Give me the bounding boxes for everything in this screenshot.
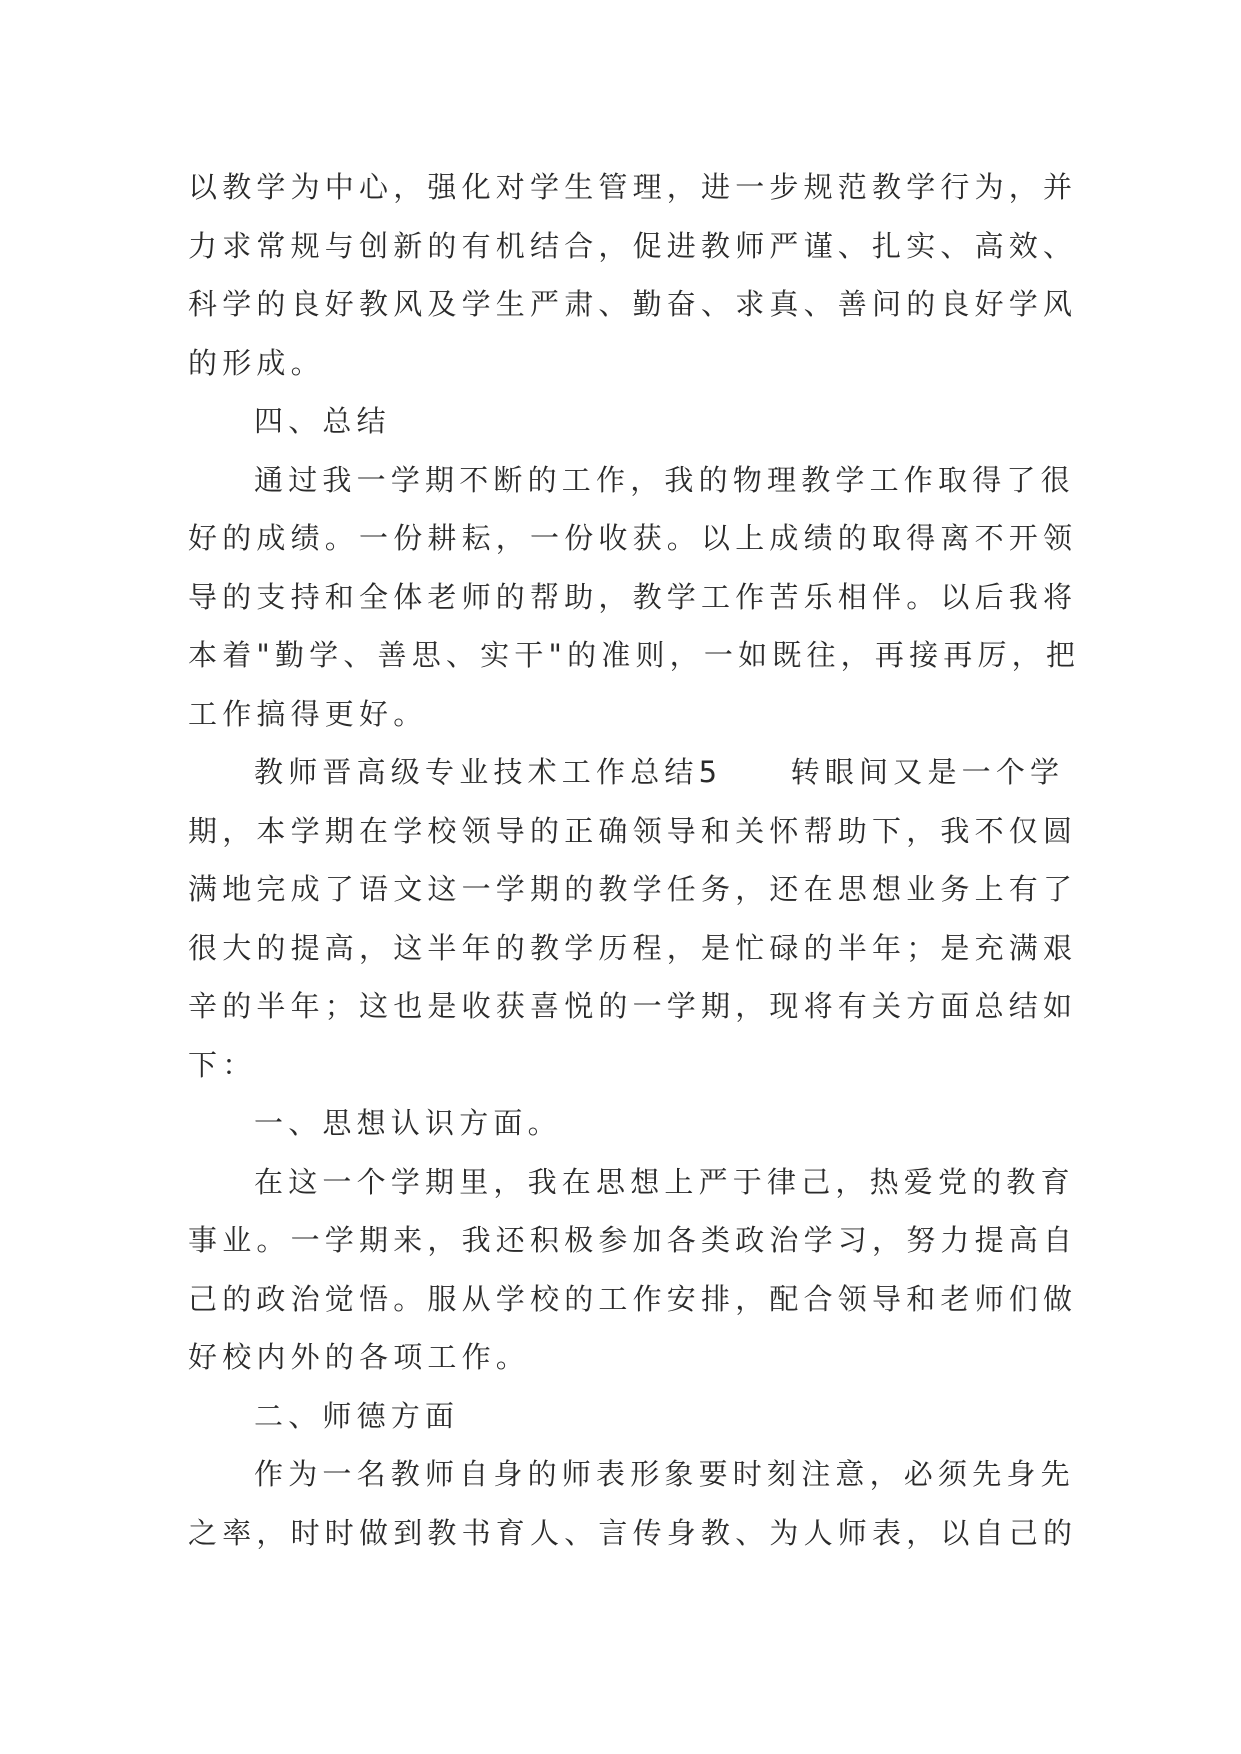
section-heading: 四、总结: [254, 404, 391, 438]
text-line: 通过我一学期不断的工作，我的物理教学工作取得了很: [254, 462, 1075, 497]
text-line: 下：: [188, 1047, 257, 1082]
document-title-line: 教师晋高级专业技术工作总结5 转眼间又是一个学: [254, 755, 1065, 789]
text-line: 力求常规与创新的有机结合，促进教师严谨、扎实、高效、: [188, 228, 1078, 263]
text-line: 己的政治觉悟。服从学校的工作安排，配合领导和老师们做: [188, 1281, 1078, 1316]
text-line: 在这一个学期里，我在思想上严于律己，热爱党的教育: [254, 1164, 1075, 1199]
text-line: 期，本学期在学校领导的正确领导和关怀帮助下，我不仅圆: [188, 813, 1078, 848]
text-line: 工作搞得更好。: [188, 696, 428, 731]
section-heading: 一、思想认识方面。: [254, 1106, 562, 1140]
text-line: 很大的提高，这半年的教学历程，是忙碌的半年；是充满艰: [188, 930, 1078, 965]
text-line: 辛的半年；这也是收获喜悦的一学期，现将有关方面总结如: [188, 989, 1078, 1023]
text-line: 以教学为中心，强化对学生管理，进一步规范教学行为，并: [188, 170, 1078, 204]
section-heading: 二、师德方面: [254, 1398, 460, 1433]
text-line: 好的成绩。一份耕耘，一份收获。以上成绩的取得离不开领: [188, 521, 1078, 555]
text-line: 好校内外的各项工作。: [188, 1340, 531, 1374]
text-line: 之率，时时做到教书育人、言传身教、为人师表，以自己的: [188, 1515, 1078, 1550]
text-line: 导的支持和全体老师的帮助，教学工作苦乐相伴。以后我将: [188, 579, 1078, 614]
text-line: 本着"勤学、善思、实干"的准则，一如既往，再接再厉，把: [188, 638, 1081, 672]
text-line: 满地完成了语文这一学期的教学任务，还在思想业务上有了: [188, 872, 1078, 906]
body-text: [188, 158, 1081, 1562]
text-line: 的形成。: [188, 345, 325, 380]
text-line: 作为一名教师自身的师表形象要时刻注意，必须先身先: [254, 1457, 1075, 1491]
text-line: 事业。一学期来，我还积极参加各类政治学习，努力提高自: [188, 1223, 1078, 1257]
text-line: 科学的良好教风及学生严肃、勤奋、求真、善问的良好学风: [188, 287, 1078, 321]
